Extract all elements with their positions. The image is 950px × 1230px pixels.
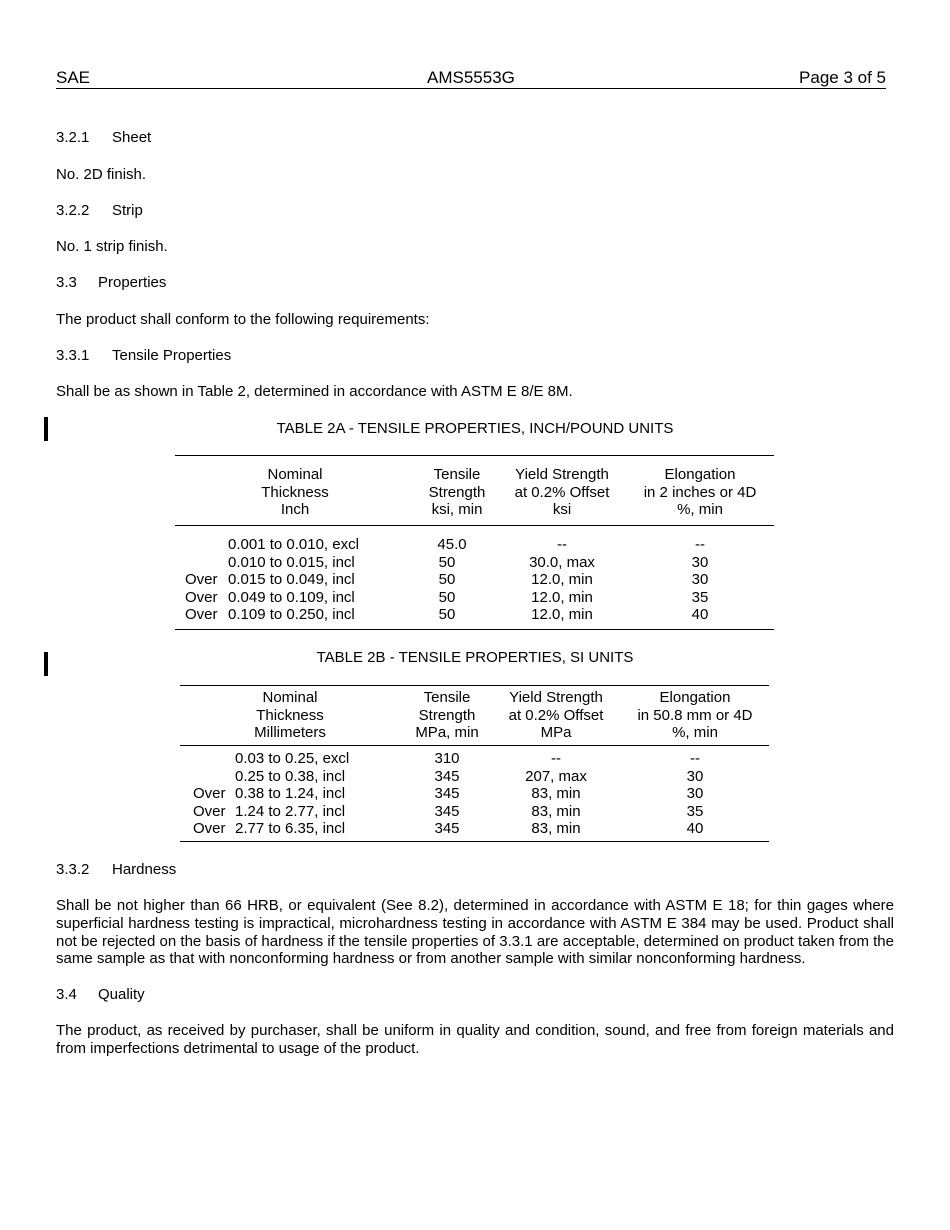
table-2b: Nominal Thickness Millimeters Tensile Strength MPa, min Yield Strength at 0.2% Offset MPa Elongation in 50.8 mm or 4D %, min 0.03 to 0.25, excl 310 -- -- 0.25 to 0.38, incl 345 207, max 30 Over 0.38 to 1.24, incl 345 83, min 30 Over 1.24 to 2.77, incl 345 83, min 35 Over 2.77 to 6.35, incl 345 83, min 40 bbox=[180, 685, 769, 842]
section-heading-3-3-1: 3.3.1 Tensile Properties bbox=[56, 347, 232, 364]
table-2a-header-tensile: Tensile Strength ksi, min bbox=[428, 466, 486, 519]
table-2b-header-elongation: Elongation in 50.8 mm or 4D %, min bbox=[637, 689, 753, 742]
section-text-3-2-1: No. 2D finish. bbox=[56, 166, 147, 183]
table-2a-title: TABLE 2A - TENSILE PROPERTIES, INCH/POUND UNITS bbox=[276, 420, 674, 437]
table-2a: Nominal Thickness Inch Tensile Strength ksi, min Yield Strength at 0.2% Offset ksi Elongation in 2 inches or 4D %, min 0.001 to 0.010, excl 45.0 -- -- 0.010 to 0.015, incl 50 30.0, max 30 Over 0.015 to 0.049, incl 50 12.0, min 30 Over 0.049 to 0.109, incl 50 12.0, min 35 Over 0.109 to 0.250, incl 50 12.0, min 40 bbox=[175, 455, 774, 630]
table-2b-header-separator bbox=[180, 745, 769, 746]
section-heading-3-4: 3.4 Quality bbox=[56, 986, 145, 1003]
section-heading-3-3: 3.3 Properties bbox=[56, 274, 167, 291]
section-text-3-2-2: No. 1 strip finish. bbox=[56, 238, 168, 255]
section-text-3-3-2: Shall be not higher than 66 HRB, or equivalent (See 8.2), determined in accordance with ASTM E 18; for thin gages where superficial hardness testing is impractical, microhardness testing in accordance with ASTM E 384 may be used. Product shall not be rejected on the basis of hardness if the tensile properties of 3.3.1 are acceptable, determined on product taken from the same sample as that with nonconforming hardness or from another sample with similar nonconforming hardness. bbox=[56, 897, 894, 968]
header-page-number: Page 3 of 5 bbox=[799, 68, 886, 87]
table-2a-header-separator bbox=[175, 525, 774, 526]
table-2b-title: TABLE 2B - TENSILE PROPERTIES, SI UNITS bbox=[316, 649, 634, 666]
section-text-3-4: The product, as received by purchaser, shall be uniform in quality and condition, sound, and free from foreign materials and from imperfections detrimental to usage of the product. bbox=[56, 1022, 894, 1057]
table-2b-header-tensile: Tensile Strength MPa, min bbox=[415, 689, 479, 742]
table-2a-header-elongation: Elongation in 2 inches or 4D %, min bbox=[643, 466, 757, 519]
table-2b-header-thickness: Nominal Thickness Millimeters bbox=[254, 689, 326, 742]
page-header bbox=[56, 68, 886, 89]
header-org: SAE bbox=[56, 68, 91, 87]
table-2a-header-yield: Yield Strength at 0.2% Offset ksi bbox=[514, 466, 610, 519]
section-heading-3-2-1: 3.2.1 Sheet bbox=[56, 129, 152, 146]
section-heading-3-2-2: 3.2.2 Strip bbox=[56, 202, 143, 219]
section-text-3-3-1: Shall be as shown in Table 2, determined in accordance with ASTM E 8/E 8M. bbox=[56, 383, 573, 400]
table-2b-header-yield: Yield Strength at 0.2% Offset MPa bbox=[508, 689, 604, 742]
section-text-3-3: The product shall conform to the following requirements: bbox=[56, 311, 430, 328]
section-heading-3-3-2: 3.3.2 Hardness bbox=[56, 861, 177, 878]
table-2a-header-thickness: Nominal Thickness Inch bbox=[261, 466, 329, 519]
header-doc-number: AMS5553G bbox=[427, 68, 515, 87]
